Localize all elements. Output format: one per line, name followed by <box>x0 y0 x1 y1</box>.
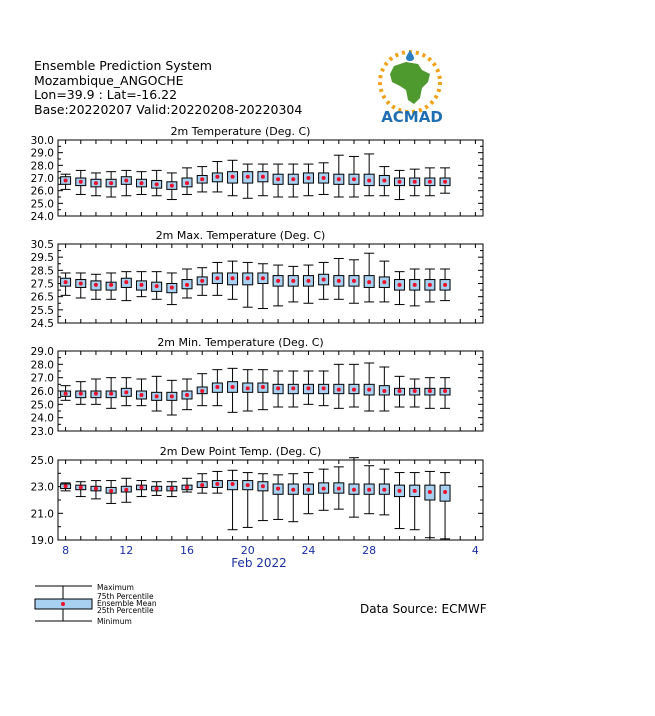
ensemble-mean-marker <box>94 283 98 287</box>
ensemble-mean-marker <box>79 392 83 396</box>
ensemble-mean-marker <box>367 388 371 392</box>
ensemble-mean-marker <box>79 180 83 184</box>
y-tick-label: 28.0 <box>30 359 54 372</box>
ensemble-mean-marker <box>428 490 432 494</box>
ensemble-mean-marker <box>322 176 326 180</box>
y-tick-label: 25.0 <box>30 198 54 211</box>
ensemble-mean-marker <box>306 279 310 283</box>
ensemble-mean-marker <box>398 283 402 287</box>
y-tick-label: 24.0 <box>30 211 54 223</box>
ensemble-mean-marker <box>124 390 128 394</box>
ensemble-mean-marker <box>124 179 128 183</box>
ensemble-mean-marker <box>215 276 219 280</box>
ensemble-mean-marker <box>276 487 280 491</box>
ensemble-mean-marker <box>109 283 113 287</box>
ensemble-mean-marker <box>246 386 250 390</box>
station-name: Mozambique_ANGOCHE <box>34 72 184 88</box>
y-tick-label: 27.0 <box>30 372 54 385</box>
ensemble-mean-marker <box>382 488 386 492</box>
y-tick-label: 24.0 <box>30 412 54 425</box>
y-tick-label: 25.0 <box>30 455 54 467</box>
y-tick-label: 26.0 <box>30 185 54 198</box>
ensemble-mean-marker <box>185 283 189 287</box>
y-tick-label: 26.0 <box>30 386 54 398</box>
ensemble-mean-marker <box>64 484 68 488</box>
y-tick-label: 29.5 <box>30 252 54 265</box>
ensemble-mean-marker <box>337 279 341 283</box>
x-tick-label: 4 <box>471 544 479 557</box>
ensemble-mean-marker <box>185 181 189 185</box>
x-tick-label: 8 <box>62 544 70 557</box>
ensemble-mean-marker <box>231 482 235 486</box>
ensemble-mean-marker <box>246 483 250 487</box>
ensemble-mean-marker <box>155 394 159 398</box>
panel-title: 2m Max. Temperature (Deg. C) <box>155 229 326 242</box>
ensemble-mean-marker <box>155 284 159 288</box>
ensemble-mean-marker <box>64 392 68 396</box>
ensemble-mean-marker <box>64 179 68 183</box>
y-tick-label: 29.0 <box>30 147 54 160</box>
ensemble-mean-marker <box>367 179 371 183</box>
panel-title: 2m Min. Temperature (Deg. C) <box>157 336 324 349</box>
ensemble-mean-marker <box>443 490 447 494</box>
data-source-label: Data Source: ECMWF <box>360 602 487 616</box>
ensemble-mean-marker <box>94 181 98 185</box>
ensemble-mean-marker <box>322 386 326 390</box>
y-tick-label: 26.5 <box>30 291 54 304</box>
x-tick-label: 16 <box>180 544 195 557</box>
y-tick-label: 29.0 <box>30 346 54 358</box>
ensemble-mean-marker <box>443 180 447 184</box>
ensemble-mean-marker <box>170 394 174 398</box>
y-tick-label: 30.0 <box>30 135 54 147</box>
ensemble-mean-marker <box>352 279 356 283</box>
legend-maximum-label: Maximum <box>97 583 134 592</box>
ensemble-mean-marker <box>155 182 159 186</box>
ensemble-mean-marker <box>215 385 219 389</box>
ensemble-mean-marker <box>413 283 417 287</box>
ensemble-mean-marker <box>291 279 295 283</box>
ensemble-mean-marker <box>231 276 235 280</box>
y-tick-label: 28.5 <box>30 265 54 278</box>
ensemble-mean-marker <box>413 180 417 184</box>
y-tick-label: 24.5 <box>30 318 54 330</box>
x-tick-label: 28 <box>362 544 377 557</box>
panel-title: 2m Temperature (Deg. C) <box>170 125 311 138</box>
ensemble-mean-marker <box>306 386 310 390</box>
system-title: Ensemble Prediction System <box>34 58 212 73</box>
ensemble-mean-marker <box>246 276 250 280</box>
ensemble-mean-marker <box>231 175 235 179</box>
ensemble-mean-marker <box>398 389 402 393</box>
ensemble-mean-marker <box>185 485 189 489</box>
ensemble-mean-marker <box>276 386 280 390</box>
ensemble-mean-marker <box>94 487 98 491</box>
ensemble-mean-marker <box>428 283 432 287</box>
y-tick-label: 25.5 <box>30 304 54 317</box>
ensemble-mean-marker <box>261 276 265 280</box>
ensemble-mean-marker <box>352 488 356 492</box>
ensemble-mean-marker <box>261 175 265 179</box>
ensemble-mean-marker <box>337 388 341 392</box>
station-coordinates: Lon=39.9 : Lat=-16.22 <box>34 87 178 102</box>
ensemble-mean-marker <box>352 177 356 181</box>
ensemble-mean-marker <box>200 279 204 283</box>
ensemble-mean-marker <box>79 485 83 489</box>
ensemble-mean-marker <box>398 180 402 184</box>
legend-p75-label: 75th Percentile <box>97 592 154 601</box>
ensemble-mean-marker <box>64 280 68 284</box>
ensemble-mean-marker <box>428 389 432 393</box>
ensemble-mean-marker <box>261 385 265 389</box>
y-tick-label: 21.0 <box>30 508 54 521</box>
ensemble-mean-marker <box>291 386 295 390</box>
ensemble-mean-marker <box>413 489 417 493</box>
ensemble-mean-marker <box>276 177 280 181</box>
ensemble-mean-marker <box>231 385 235 389</box>
legend-minimum-label: Minimum <box>97 617 132 626</box>
ensemble-mean-marker <box>382 280 386 284</box>
ensemble-mean-marker <box>215 175 219 179</box>
ensemble-mean-marker <box>382 389 386 393</box>
ensemble-mean-marker <box>139 181 143 185</box>
ensemble-mean-marker <box>139 283 143 287</box>
x-tick-label: 24 <box>301 544 316 557</box>
y-tick-label: 28.0 <box>30 160 54 173</box>
ensemble-mean-marker <box>413 389 417 393</box>
legend-mean-label: Ensemble Mean <box>97 599 157 608</box>
ensemble-mean-marker <box>139 393 143 397</box>
ensemble-mean-marker <box>200 483 204 487</box>
ensemble-mean-marker <box>109 489 113 493</box>
ensemble-mean-marker <box>261 484 265 488</box>
ensemble-mean-marker <box>337 487 341 491</box>
ensemble-mean-marker <box>155 487 159 491</box>
ensemble-mean-marker <box>109 181 113 185</box>
ensemble-mean-marker <box>428 180 432 184</box>
ensemble-mean-marker <box>322 487 326 491</box>
panel-title: 2m Dew Point Temp. (Deg. C) <box>159 445 322 458</box>
y-tick-label: 23.0 <box>30 481 54 494</box>
ensemble-mean-marker <box>306 488 310 492</box>
y-tick-label: 23.0 <box>30 426 54 438</box>
ensemble-mean-marker <box>170 184 174 188</box>
legend-p25-label: 25th Percentile <box>97 606 154 615</box>
ensemble-mean-marker <box>185 393 189 397</box>
x-tick-label: 12 <box>119 544 134 557</box>
ensemble-mean-marker <box>382 179 386 183</box>
ensemble-mean-marker <box>322 278 326 282</box>
ensemble-mean-marker <box>276 279 280 283</box>
ensemble-mean-marker <box>337 177 341 181</box>
ensemble-mean-marker <box>443 283 447 287</box>
ensemble-mean-marker <box>170 285 174 289</box>
ensemble-mean-marker <box>139 485 143 489</box>
ensemble-mean-marker <box>94 392 98 396</box>
ensemble-mean-marker <box>79 282 83 286</box>
ensemble-mean-marker <box>124 280 128 284</box>
ensemble-mean-marker <box>443 389 447 393</box>
ensemble-mean-marker <box>398 489 402 493</box>
y-tick-label: 30.5 <box>30 239 54 251</box>
ensemble-mean-marker <box>367 280 371 284</box>
ensemble-mean-marker <box>367 488 371 492</box>
ensemble-mean-marker <box>170 487 174 491</box>
x-tick-label: 20 <box>240 544 255 557</box>
acmad-logo-text: ACMAD <box>381 108 443 124</box>
ensemble-mean-marker <box>352 388 356 392</box>
ensemble-mean-marker <box>200 389 204 393</box>
legend-mean-marker <box>61 602 65 606</box>
forecast-dates: Base:20220207 Valid:20220208-20220304 <box>34 101 303 117</box>
y-tick-label: 27.5 <box>30 278 54 291</box>
ensemble-mean-marker <box>200 177 204 181</box>
ensemble-mean-marker <box>246 175 250 179</box>
ensemble-mean-marker <box>306 176 310 180</box>
ensemble-mean-marker <box>291 488 295 492</box>
ensemble-mean-marker <box>215 482 219 486</box>
y-tick-label: 27.0 <box>30 173 54 185</box>
x-axis-label: Feb 2022 <box>231 556 287 570</box>
y-tick-label: 19.0 <box>30 535 54 547</box>
ensemble-mean-marker <box>291 177 295 181</box>
ensemble-mean-marker <box>124 488 128 492</box>
panel-frame <box>58 460 483 540</box>
y-tick-label: 25.0 <box>30 399 54 412</box>
ensemble-mean-marker <box>109 392 113 396</box>
